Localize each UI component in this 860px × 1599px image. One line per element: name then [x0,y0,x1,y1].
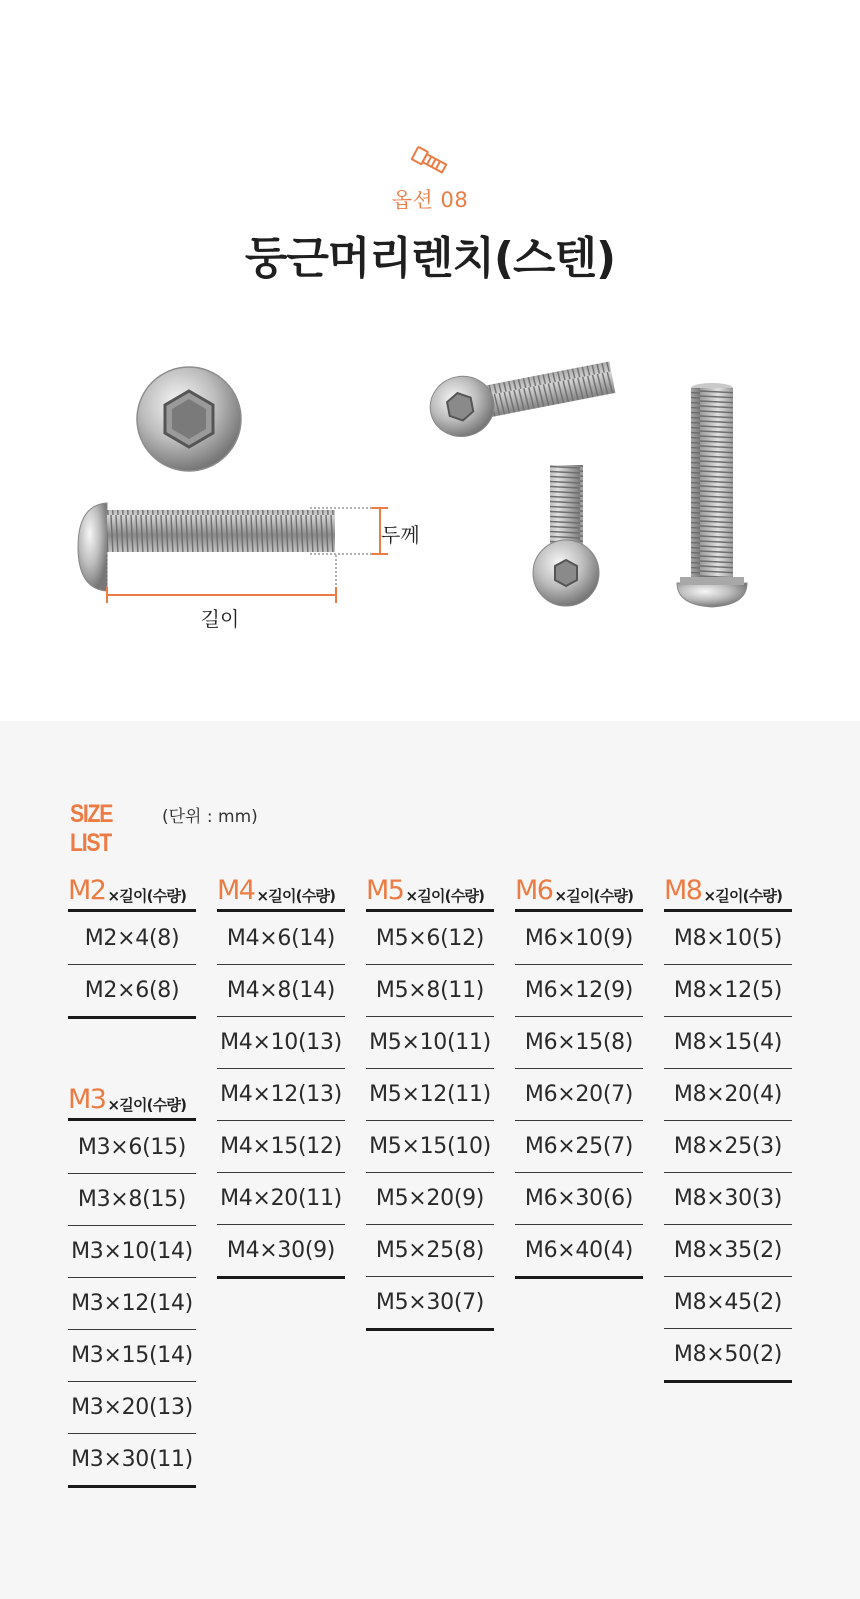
bolt-short-vertical [533,465,599,606]
size-header-suffix: ×길이(수량) [554,886,634,905]
size-row: M5×20(9) [366,1172,494,1224]
size-row: M8×45(2) [664,1276,792,1328]
size-list-unit: (단위 : mm) [162,807,258,827]
product-title: 둥근머리렌치(스텐) [244,233,616,284]
size-table-header [366,866,494,912]
product-header-section [0,0,860,721]
size-row: M8×25(3) [664,1120,792,1172]
size-row: M5×8(11) [366,964,494,1016]
size-row: M4×12(13) [217,1068,345,1120]
size-row: M5×15(10) [366,1120,494,1172]
size-table-m6 [515,866,643,1279]
size-model: M4 [217,875,255,906]
size-row: M2×6(8) [68,964,196,1016]
size-row: M3×12(14) [68,1277,196,1329]
size-row: M8×15(4) [664,1016,792,1068]
size-row: M8×12(5) [664,964,792,1016]
size-row: M4×8(14) [217,964,345,1016]
size-table-m4 [217,866,345,1279]
size-model: M8 [664,875,702,906]
size-row: M5×6(12) [375,925,485,951]
size-row: M6×25(7) [515,1120,643,1172]
size-row: M5×10(11) [366,1016,494,1068]
bolt-angled [425,355,618,442]
size-row: M4×15(12) [217,1120,345,1172]
size-row: M8×35(2) [664,1224,792,1276]
option-label: 옵션 08 [391,188,469,212]
size-row: M8×20(4) [664,1068,792,1120]
size-model: M5 [366,875,404,906]
size-row: M6×30(6) [515,1172,643,1224]
size-row: M5×25(8) [366,1224,494,1276]
size-row: M6×40(4) [515,1224,643,1276]
size-row: M6×10(9) [524,925,634,951]
size-table-m2 [68,866,196,1019]
size-row: M3×30(11) [68,1433,196,1485]
size-row: M3×8(15) [68,1173,196,1225]
size-table-header [664,866,792,912]
size-row: M5×12(11) [366,1068,494,1120]
size-row: M2×4(8) [84,925,180,951]
size-row: M3×10(14) [68,1225,196,1277]
size-row: M4×10(13) [217,1016,345,1068]
size-row: M3×20(13) [68,1381,196,1433]
size-table-header [217,866,345,912]
bolt-head-front-view [137,367,241,471]
size-header-suffix: ×길이(수량) [405,886,485,905]
bolt-side-view [78,503,420,631]
size-table-m8 [664,866,792,1383]
bolt-long-vertical [677,383,747,607]
size-header-suffix: ×길이(수량) [107,886,187,905]
size-model: M3 [68,1084,106,1115]
size-header-suffix: ×길이(수량) [703,886,783,905]
size-row: M3×6(15) [77,1134,187,1160]
size-row: M8×10(5) [673,925,783,951]
size-row: M6×15(8) [515,1016,643,1068]
size-header-suffix: ×길이(수량) [107,1095,187,1114]
product-photo [60,355,800,655]
size-row: M4×20(11) [217,1172,345,1224]
size-row: M8×30(3) [664,1172,792,1224]
size-header-suffix: ×길이(수량) [256,886,336,905]
size-table-m5 [366,866,494,1331]
bolt-icon [410,144,450,178]
size-row: M3×15(14) [68,1329,196,1381]
size-model: M6 [515,875,553,906]
size-table-header [68,866,196,912]
dim-thickness-label: 두께 [381,523,420,547]
size-row: M6×20(7) [515,1068,643,1120]
size-row: M4×30(9) [217,1224,345,1276]
size-table-header [68,1075,196,1121]
size-table-header [515,866,643,912]
size-row: M8×50(2) [664,1328,792,1380]
size-table-m3 [68,1075,196,1488]
size-row: M4×6(14) [226,925,336,951]
size-model: M2 [68,875,106,906]
size-row: M6×12(9) [515,964,643,1016]
size-row: M5×30(7) [366,1276,494,1328]
size-list-header [70,800,258,858]
dim-length-label: 길이 [200,607,240,631]
size-list-title: SIZE LIST [70,800,113,857]
